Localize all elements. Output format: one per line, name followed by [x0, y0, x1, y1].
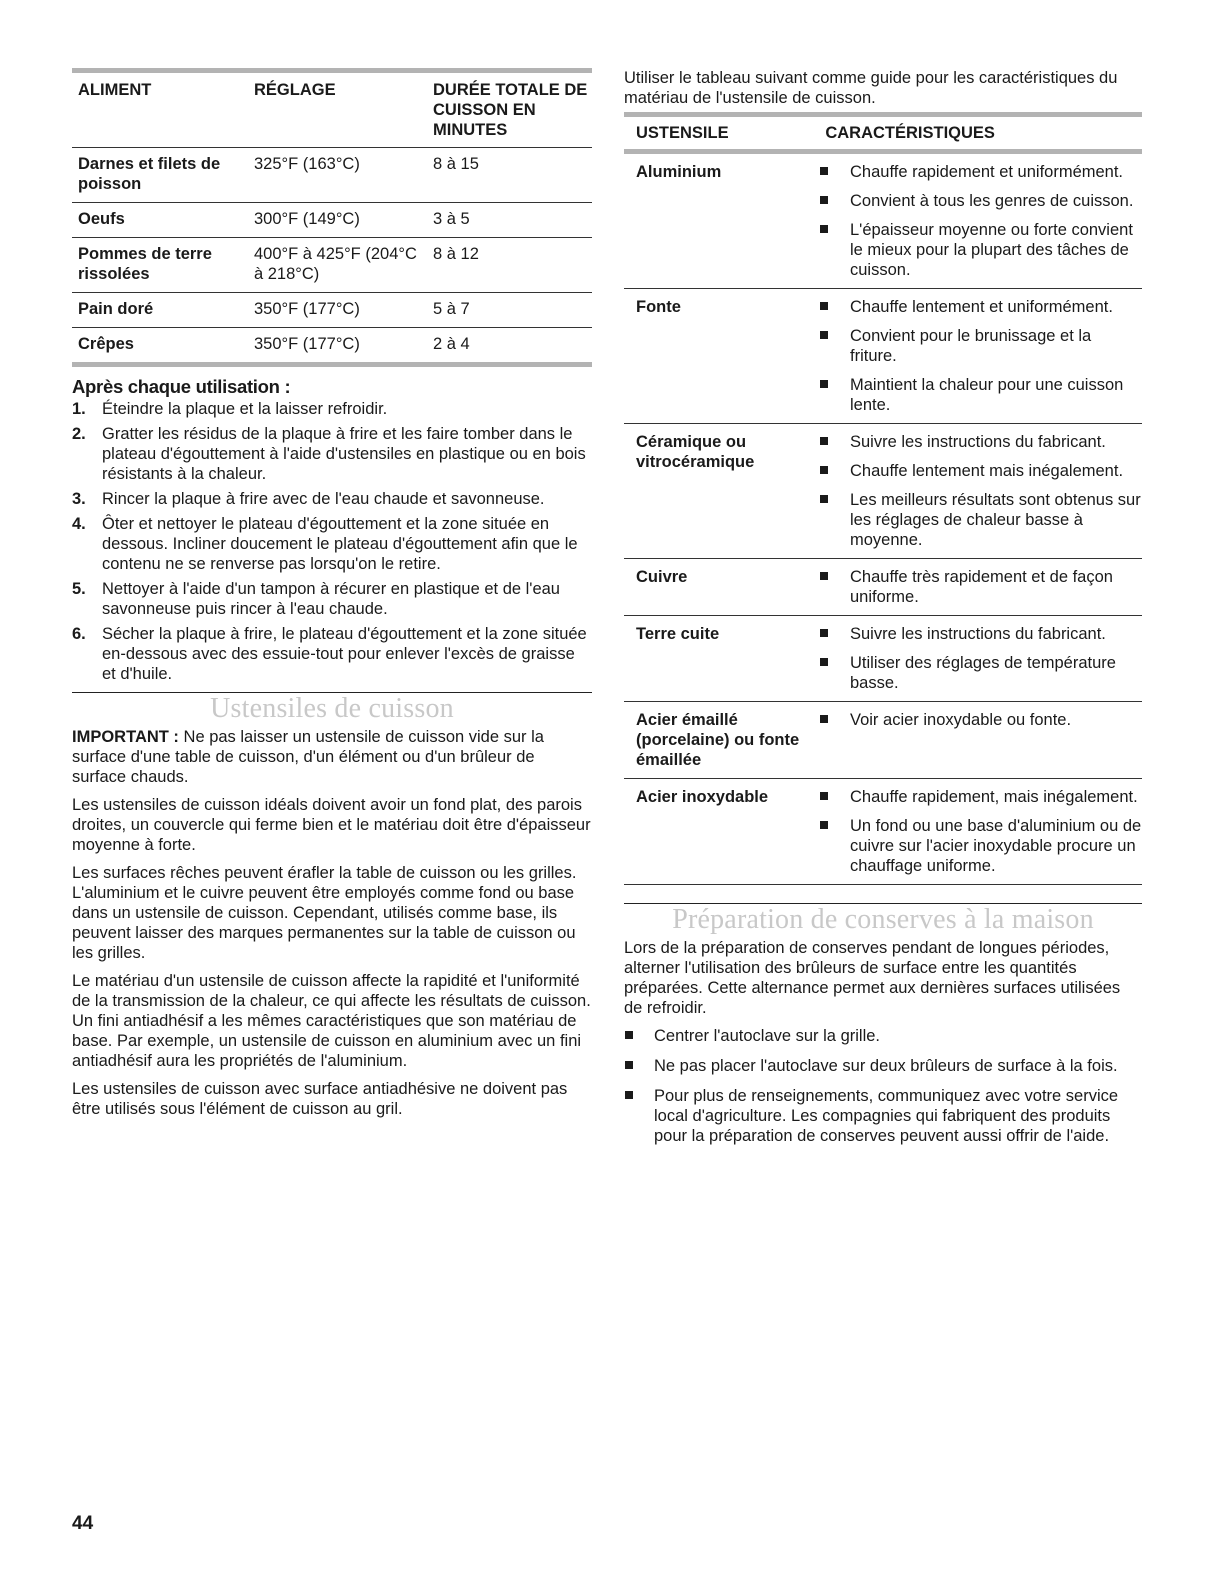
canning-item	[624, 1086, 1142, 1146]
cell-characteristics	[806, 559, 1142, 616]
cell-material: Cuivre	[624, 559, 806, 616]
characteristic-item	[818, 710, 1142, 730]
cell-time: 8 à 12	[427, 238, 592, 293]
cell-characteristics	[806, 779, 1142, 885]
canning-item	[624, 1056, 1142, 1076]
characteristics-list	[818, 624, 1142, 693]
step-item	[72, 399, 592, 419]
characteristic-item	[818, 220, 1142, 280]
cell-food: Crêpes	[78, 335, 134, 353]
characteristic-item	[818, 653, 1142, 693]
characteristic-item	[818, 432, 1142, 452]
step-text: Ôter et nettoyer le plateau d'égouttement et la zone située en dessous. Incliner doucement le plateau d'égouttement afin que le contenu ne se renverse pas lorsqu'on le retire.	[102, 515, 578, 573]
step-number: 4.	[72, 515, 86, 533]
cell-characteristics	[806, 616, 1142, 702]
step-number: 2.	[72, 425, 86, 443]
square-bullet-icon	[820, 658, 828, 666]
cell-setting: 350°F (177°C)	[248, 293, 427, 328]
cookware-materials-table	[624, 117, 1142, 149]
cookware-row	[624, 616, 1142, 702]
step-item	[72, 514, 592, 574]
canning-list	[624, 1026, 1142, 1146]
square-bullet-icon	[820, 821, 828, 829]
cookware-paragraphs	[72, 795, 592, 1119]
cookware-materials-body	[624, 154, 1142, 885]
step-item	[72, 579, 592, 619]
characteristic-text: Chauffe très rapidement et de façon uniforme.	[850, 568, 1113, 606]
characteristic-item	[818, 567, 1142, 607]
square-bullet-icon	[625, 1091, 633, 1099]
cookware-row	[624, 424, 1142, 559]
characteristic-text: Suivre les instructions du fabricant.	[850, 625, 1106, 643]
cell-material: Terre cuite	[624, 616, 806, 702]
canning-item-text: Centrer l'autoclave sur la grille.	[654, 1027, 880, 1045]
important-text: Ne pas laisser un ustensile de cuisson vide sur la surface d'une table de cuisson, d'un élément ou d'un brûleur de surface chauds.	[72, 728, 544, 786]
table-row	[72, 293, 592, 328]
canning-intro: Lors de la préparation de conserves pendant de longues périodes, alterner l'utilisation des brûleurs de surface entre les quantités préparées. Cette alternance permet aux dernières surfaces utilisées de refroidir.	[624, 939, 1121, 1017]
square-bullet-icon	[820, 466, 828, 474]
characteristic-text: Un fond ou une base d'aluminium ou de cuivre sur l'acier inoxydable procure un chauffage uniforme.	[850, 817, 1142, 875]
cell-time: 2 à 4	[433, 335, 470, 353]
characteristic-item	[818, 461, 1142, 481]
cell-characteristics	[806, 154, 1142, 289]
square-bullet-icon	[820, 715, 828, 723]
griddle-cooking-table	[72, 73, 592, 362]
characteristics-list	[818, 567, 1142, 607]
cell-food: Oeufs	[72, 203, 248, 238]
cell-material: Acier inoxydable	[624, 779, 806, 885]
square-bullet-icon	[820, 331, 828, 339]
body-paragraph: Les ustensiles de cuisson idéals doivent avoir un fond plat, des parois droites, un couvercle qui ferme bien et le matériau doit être d'épaisseur moyenne à forte.	[72, 796, 591, 854]
right-column	[624, 68, 1142, 1146]
characteristic-text: Utiliser des réglages de température basse.	[850, 654, 1116, 692]
important-note	[72, 727, 592, 787]
square-bullet-icon	[820, 572, 828, 580]
square-bullet-icon	[820, 380, 828, 388]
after-use-heading: Après chaque utilisation :	[72, 376, 291, 397]
step-item	[72, 624, 592, 684]
header-characteristics: CARACTÉRISTIQUES	[825, 124, 995, 142]
cookware-heading: Ustensiles de cuisson	[210, 693, 454, 724]
square-bullet-icon	[820, 629, 828, 637]
left-column	[72, 68, 592, 1127]
cell-setting: 400°F à 425°F (204°C à 218°C)	[248, 238, 427, 293]
characteristic-text: Chauffe rapidement et uniformément.	[850, 163, 1124, 181]
cookware-row	[624, 559, 1142, 616]
cell-setting: 350°F (177°C)	[254, 335, 360, 353]
square-bullet-icon	[820, 495, 828, 503]
header-food: ALIMENT	[72, 73, 248, 148]
characteristic-text: L'épaisseur moyenne ou forte convient le mieux pour la plupart des tâches de cuisson.	[850, 221, 1133, 279]
characteristic-item	[818, 624, 1142, 644]
step-number: 1.	[72, 400, 86, 418]
cookware-row	[624, 154, 1142, 289]
characteristics-list	[818, 297, 1142, 415]
characteristics-list	[818, 787, 1142, 876]
cell-time: 8 à 15	[427, 148, 592, 203]
cell-food: Darnes et filets de poisson	[72, 148, 248, 203]
square-bullet-icon	[820, 225, 828, 233]
header-cookware: USTENSILE	[636, 124, 729, 142]
cell-food: Pommes de terre rissolées	[72, 238, 248, 293]
body-paragraph: Les surfaces rêches peuvent érafler la table de cuisson ou les grilles. L'aluminium et le cuivre peuvent être employés comme fond ou base dans un ustensile de cuisson. Cependant, utilisés comme base, ils peuvent laisser des marques permanentes sur la table de cuisson ou les grilles.	[72, 864, 577, 962]
step-number: 5.	[72, 580, 86, 598]
square-bullet-icon	[820, 196, 828, 204]
header-setting: RÉGLAGE	[248, 73, 427, 148]
cell-characteristics	[806, 702, 1142, 779]
table-row	[72, 328, 592, 363]
characteristic-text: Les meilleurs résultats sont obtenus sur les réglages de chaleur basse à moyenne.	[850, 491, 1141, 549]
square-bullet-icon	[820, 167, 828, 175]
characteristic-item	[818, 816, 1142, 876]
table-row	[72, 238, 592, 293]
step-text: Nettoyer à l'aide d'un tampon à récurer en plastique et de l'eau savonneuse puis rincer à l'eau chaude.	[102, 580, 560, 618]
cookware-table-intro: Utiliser le tableau suivant comme guide pour les caractéristiques du matériau de l'ustensile de cuisson.	[624, 69, 1118, 107]
characteristic-item	[818, 787, 1142, 807]
characteristic-item	[818, 162, 1142, 182]
step-item	[72, 489, 592, 509]
cookware-row	[624, 289, 1142, 424]
body-paragraph: Les ustensiles de cuisson avec surface antiadhésive ne doivent pas être utilisés sous l'élément de cuisson au gril.	[72, 1080, 568, 1118]
cell-time: 3 à 5	[427, 203, 592, 238]
canning-item-text: Ne pas placer l'autoclave sur deux brûleurs de surface à la fois.	[654, 1057, 1118, 1075]
cell-characteristics	[806, 289, 1142, 424]
step-text: Sécher la plaque à frire, le plateau d'égouttement et la zone située en-dessous avec des essuie-tout pour enlever l'excès de graisse et d'huile.	[102, 625, 587, 683]
characteristic-item	[818, 191, 1142, 211]
step-item	[72, 424, 592, 484]
characteristics-list	[818, 710, 1142, 730]
square-bullet-icon	[820, 437, 828, 445]
cell-material: Aluminium	[624, 154, 806, 289]
canning-item	[624, 1026, 1142, 1046]
cell-time: 5 à 7	[427, 293, 592, 328]
characteristic-item	[818, 326, 1142, 366]
cell-material: Céramique ou vitrocéramique	[624, 424, 806, 559]
cell-characteristics	[806, 424, 1142, 559]
header-time: DURÉE TOTALE DE CUISSON EN MINUTES	[427, 73, 592, 148]
table-row	[72, 203, 592, 238]
table-row	[72, 148, 592, 203]
cookware-row	[624, 779, 1142, 885]
cell-material: Fonte	[624, 289, 806, 424]
characteristic-text: Convient à tous les genres de cuisson.	[850, 192, 1134, 210]
cell-setting: 300°F (149°C)	[248, 203, 427, 238]
body-paragraph: Le matériau d'un ustensile de cuisson affecte la rapidité et l'uniformité de la transmission de la chaleur, ce qui affecte les résultats de cuisson. Un fini antiadhésif a les mêmes caractéristiques que son matériau de base. Par exemple, un ustensile de cuisson en aluminium avec un fini antiadhésif aura les propriétés de l'aluminium.	[72, 972, 591, 1070]
characteristic-text: Maintient la chaleur pour une cuisson lente.	[850, 376, 1124, 414]
characteristic-text: Convient pour le brunissage et la friture.	[850, 327, 1092, 365]
canning-item-text: Pour plus de renseignements, communiquez avec votre service local d'agriculture. Les compagnies qui fabriquent des produits pour la préparation de conserves peuvent aussi offrir de l'aide.	[654, 1087, 1119, 1145]
page-number: 44	[72, 1513, 94, 1534]
characteristics-list	[818, 432, 1142, 550]
canning-heading: Préparation de conserves à la maison	[672, 904, 1094, 935]
characteristic-text: Chauffe lentement et uniformément.	[850, 298, 1113, 316]
characteristic-text: Voir acier inoxydable ou fonte.	[850, 711, 1072, 729]
cookware-row	[624, 702, 1142, 779]
step-text: Rincer la plaque à frire avec de l'eau chaude et savonneuse.	[102, 490, 545, 508]
characteristics-list	[818, 162, 1142, 280]
step-number: 6.	[72, 625, 86, 643]
characteristic-text: Chauffe lentement mais inégalement.	[850, 462, 1124, 480]
cell-setting: 325°F (163°C)	[248, 148, 427, 203]
table-bottom-border	[72, 362, 592, 367]
after-use-steps	[72, 399, 592, 684]
step-text: Gratter les résidus de la plaque à frire et les faire tomber dans le plateau d'égouttement à l'aide d'ustensiles en plastique ou en bois résistants à la chaleur.	[102, 425, 586, 483]
important-label: IMPORTANT :	[72, 728, 179, 746]
characteristic-text: Chauffe rapidement, mais inégalement.	[850, 788, 1138, 806]
square-bullet-icon	[820, 792, 828, 800]
step-text: Éteindre la plaque et la laisser refroidir.	[102, 400, 388, 418]
square-bullet-icon	[625, 1031, 633, 1039]
characteristic-item	[818, 490, 1142, 550]
characteristic-item	[818, 375, 1142, 415]
cookware-header-row	[624, 117, 1142, 149]
table-header-row	[72, 73, 592, 148]
cell-food: Pain doré	[72, 293, 248, 328]
characteristic-item	[818, 297, 1142, 317]
cell-material: Acier émaillé (porcelaine) ou fonte émaillée	[624, 702, 806, 779]
square-bullet-icon	[625, 1061, 633, 1069]
step-number: 3.	[72, 490, 86, 508]
square-bullet-icon	[820, 302, 828, 310]
characteristic-text: Suivre les instructions du fabricant.	[850, 433, 1106, 451]
